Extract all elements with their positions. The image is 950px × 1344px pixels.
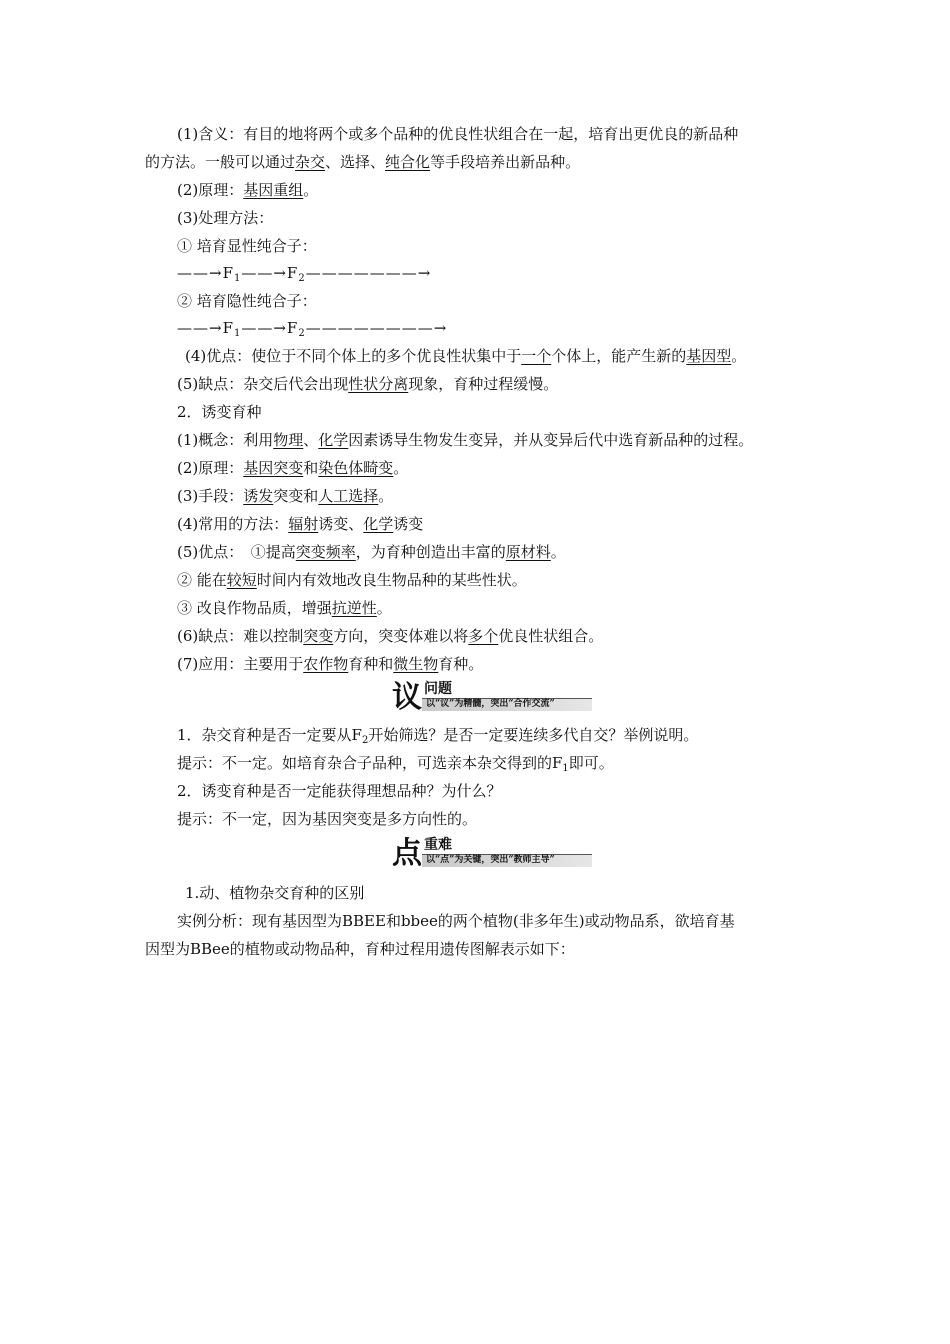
answer-raw-material: 原材料 (505, 543, 551, 561)
recessive-flow: $——\to F_1——\to F_2————————\to$ (177, 319, 448, 339)
disadvantage-line: (5)缺点：杂交后代会出现性状分离现象，育种过程缓慢。 (177, 375, 559, 393)
question-2: 2．诱变育种是否一定能获得理想品种？为什么？ (177, 782, 502, 800)
banner-tagline: 以“议”为精髓，突出“合作交流” (426, 699, 555, 709)
dominant-flow: $——\to F_1——\to F_2———————\to$ (177, 264, 432, 284)
answer-one: 一个 (521, 347, 552, 365)
answer-chemical-2: 化学 (363, 515, 394, 533)
advantage-point-3: ③ 改良作物品质，增强抗逆性。 (177, 599, 392, 617)
section-heading-mutation: 2．诱变育种 (177, 403, 262, 421)
definition-line: (1)含义：有目的地将两个或多个品种的优良性状组合在一起，培育出更优良的新品种 (177, 125, 739, 143)
definition-line-2: 的方法。一般可以通过杂交、选择、纯合化等手段培养出新品种。 (145, 153, 581, 171)
banner-title: 问题 (424, 681, 452, 697)
mutation-advantage-line: (5)优点： ①提高突变频率，为育种创造出丰富的原材料。 (177, 543, 566, 561)
application-line: (7)应用：主要用于农作物育种和微生物育种。 (177, 655, 484, 673)
question-1: 1．杂交育种是否一定要从$F_2$开始筛选？是否一定要连续多代自交？举例说明。 (177, 726, 699, 746)
answer-multiple: 多个 (468, 627, 499, 645)
answer-gene-recombination: 基因重组 (243, 181, 304, 199)
key-points-banner (392, 838, 592, 872)
answer-purification: 纯合化 (385, 153, 431, 171)
answer-gene-mutation: 基因突变 (243, 459, 304, 477)
principle-line: (2)原理：基因重组。 (177, 181, 319, 199)
banner-big-char: 点 (392, 836, 422, 871)
banner-big-char: 议 (392, 680, 422, 715)
answer-mutation: 突变 (303, 627, 334, 645)
answer-crops: 农作物 (303, 655, 349, 673)
answer-radiation: 辐射 (288, 515, 319, 533)
answer-shorter: 较短 (226, 571, 257, 589)
answer-1: 提示：不一定。如培育杂合子品种，可选亲本杂交得到的$F_1$即可。 (177, 754, 614, 774)
recessive-homozygote-line: ② 培育隐性纯合子： (177, 292, 317, 310)
example-line-2: 因型为BBee的植物或动物品种，育种过程用遗传图解表示如下： (145, 940, 575, 958)
dominant-homozygote-line: ① 培育显性纯合子： (177, 237, 317, 255)
answer-microorganisms: 微生物 (393, 655, 439, 673)
advantage-point-2: ② 能在较短时间内有效地改良生物品种的某些性状。 (177, 571, 527, 589)
answer-mutation-frequency: 突变频率 (295, 543, 356, 561)
method-heading: (3)处理方法： (177, 209, 274, 227)
discussion-banner (392, 682, 592, 716)
key-heading: 1.动、植物杂交育种的区别 (185, 884, 365, 902)
common-methods-line: (4)常用的方法：辐射诱变、化学诱变 (177, 515, 424, 533)
answer-segregation: 性状分离 (348, 375, 409, 393)
answer-2: 提示：不一定，因为基因突变是多方向性的。 (177, 810, 478, 828)
concept-line: (1)概念：利用物理、化学因素诱导生物发生变异，并从变异后代中选育新品种的过程。 (177, 431, 754, 449)
mutation-disadvantage-line: (6)缺点：难以控制突变方向，突变体难以将多个优良性状组合。 (177, 627, 604, 645)
means-line: (3)手段：诱发突变和人工选择。 (177, 487, 394, 505)
answer-resistance: 抗逆性 (331, 599, 377, 617)
answer-physical: 物理 (273, 431, 304, 449)
answer-chemical: 化学 (318, 431, 349, 449)
answer-induced: 诱发 (243, 487, 274, 505)
answer-hybridization: 杂交 (295, 153, 326, 171)
banner-tagline: 以“点”为关键，突出“教师主导” (426, 855, 555, 865)
answer-genotype: 基因型 (686, 347, 732, 365)
answer-chromosome-variation: 染色体畸变 (318, 459, 394, 477)
answer-artificial-selection: 人工选择 (318, 487, 379, 505)
advantage-line: (4)优点：使位于不同个体上的多个优良性状集中于一个个体上，能产生新的基因型。 (185, 347, 747, 365)
example-line-1: 实例分析：现有基因型为BBEE和bbee的两个植物(非多年生)或动物品系，欲培育基 (177, 912, 735, 930)
banner-title: 重难 (424, 837, 452, 853)
mutation-principle-line: (2)原理：基因突变和染色体畸变。 (177, 459, 409, 477)
